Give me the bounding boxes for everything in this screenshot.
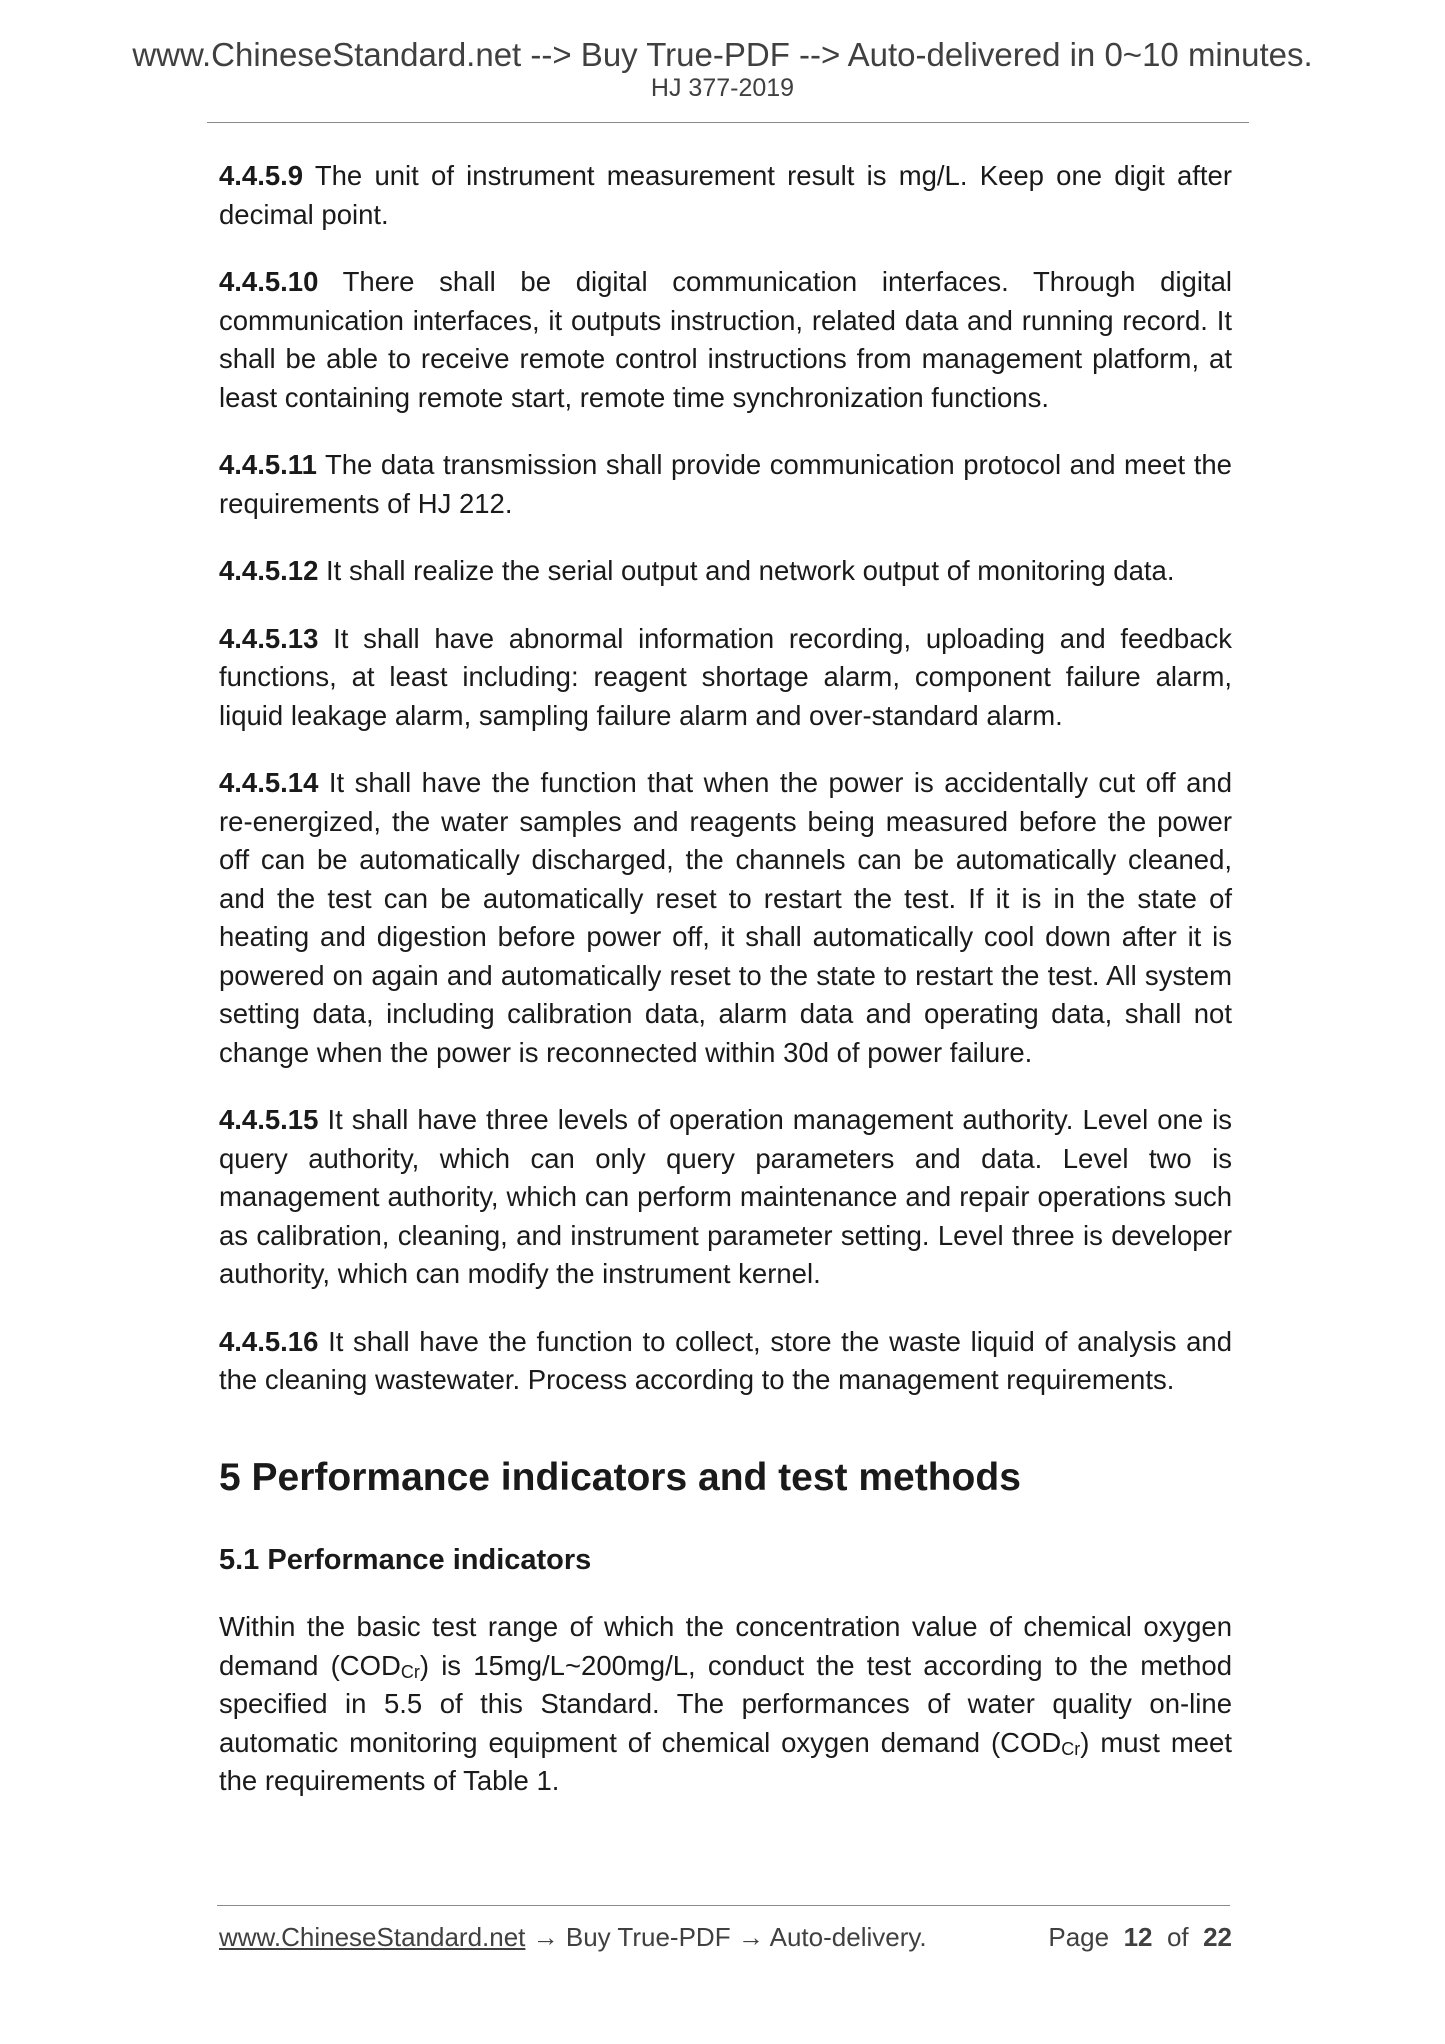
clause-4-4-5-13 bbox=[219, 620, 1232, 736]
clause-4-4-5-16 bbox=[219, 1323, 1232, 1400]
clause-number: 4.4.5.10 bbox=[219, 266, 319, 297]
clause-text: The unit of instrument measurement result is mg/L. Keep one digit after decimal point. bbox=[219, 160, 1232, 230]
clause-4-4-5-15 bbox=[219, 1101, 1232, 1294]
of-label: of bbox=[1166, 1922, 1189, 1952]
subsection-heading: 5.1 Performance indicators bbox=[219, 1544, 592, 1577]
footer-buy-text: Buy True-PDF bbox=[565, 1922, 731, 1952]
section-heading: 5 Performance indicators and test methods bbox=[219, 1455, 1021, 1499]
clause-text: It shall have the function to collect, store the waste liquid of analysis and the cleaning wastewater. Process according to the management requirements. bbox=[219, 1325, 1233, 1395]
clause-number: 4.4.5.14 bbox=[219, 767, 319, 798]
page-indicator bbox=[1048, 1922, 1232, 1953]
clause-4-4-5-9 bbox=[219, 157, 1232, 234]
page-label: Page bbox=[1048, 1922, 1110, 1952]
clause-4-4-5-12 bbox=[219, 552, 1232, 591]
arrow-right-icon: → bbox=[737, 1922, 764, 1952]
total-pages-number: 22 bbox=[1203, 1922, 1232, 1952]
clause-text: It shall have abnormal information recording, uploading and feedback functions, at least including: reagent shortage alarm, component failure alarm, liquid leakage alarm, sampling failure alarm and over-standard alarm. bbox=[219, 622, 1233, 731]
current-page-number: 12 bbox=[1123, 1922, 1153, 1952]
clause-number: 4.4.5.12 bbox=[219, 555, 319, 586]
paragraph-text-part-3: ) must meet the requirements of Table 1. bbox=[219, 1726, 1232, 1797]
footer-site-link[interactable]: www.ChineseStandard.net bbox=[219, 1922, 526, 1952]
clause-text: The data transmission shall provide communication protocol and meet the requirements of HJ 212. bbox=[219, 449, 1232, 519]
clause-number: 4.4.5.11 bbox=[219, 449, 317, 480]
footer-divider bbox=[217, 1905, 1230, 1906]
clause-text: There shall be digital communication interfaces. Through digital communication interfaces, it outputs instruction, related data and running record. It shall be able to receive remote control instructions from management platform, at least containing remote start, remote time synchronization functions. bbox=[219, 266, 1232, 413]
paragraph-text-part-2: ) is 15mg/L~200mg/L, conduct the test according to the method specified in 5.5 of this Standard. The performances of water quality on-line automatic monitoring equipment of chemical oxygen demand (COD bbox=[219, 1649, 1232, 1758]
top-banner: www.ChineseStandard.net --> Buy True-PDF --> Auto-delivered in 0~10 minutes. bbox=[132, 36, 1313, 73]
subscript-cr: Cr bbox=[400, 1661, 420, 1682]
clause-number: 4.4.5.13 bbox=[219, 622, 319, 654]
page-content bbox=[219, 157, 1232, 1830]
performance-paragraph bbox=[219, 1608, 1232, 1801]
header-divider bbox=[207, 122, 1249, 123]
footer-links bbox=[219, 1922, 927, 1953]
clause-text: It shall realize the serial output and network output of monitoring data. bbox=[326, 555, 1175, 586]
clause-text: It shall have the function that when the power is accidentally cut off and re-energized, the water samples and reagents being measured before the power off can be automatically discharged, the channels can be automatically cleaned, and the test can be automatically reset to restart the test. If it is in the state of heating and digestion before power off, it shall automatically cool down after it is powered on again and automatically reset to the state to restart the test. All system setting data, including calibration data, alarm data and operating data, shall not change when the power is reconnected within 30d of power failure. bbox=[219, 767, 1233, 1068]
clause-4-4-5-14 bbox=[219, 764, 1232, 1072]
standard-code: HJ 377-2019 bbox=[650, 74, 795, 102]
clause-text: It shall have three levels of operation management authority. Level one is query authority, which can only query parameters and data. Level two is management authority, which can perform maintenance and repair operations such as calibration, cleaning, and instrument parameter setting. Level three is developer authority, which can modify the instrument kernel. bbox=[219, 1104, 1233, 1289]
clause-4-4-5-10 bbox=[219, 263, 1232, 417]
clause-number: 4.4.5.15 bbox=[219, 1104, 319, 1135]
clause-4-4-5-11 bbox=[219, 446, 1232, 523]
paragraph-text-part-1: Within the basic test range of which the concentration value of chemical oxygen demand (COD bbox=[219, 1611, 1232, 1681]
subscript-cr: Cr bbox=[1061, 1738, 1081, 1759]
clause-number: 4.4.5.9 bbox=[219, 160, 304, 191]
arrow-right-icon: → bbox=[532, 1922, 559, 1952]
clause-number: 4.4.5.16 bbox=[219, 1325, 319, 1357]
footer-delivery-text: Auto-delivery. bbox=[769, 1922, 927, 1952]
